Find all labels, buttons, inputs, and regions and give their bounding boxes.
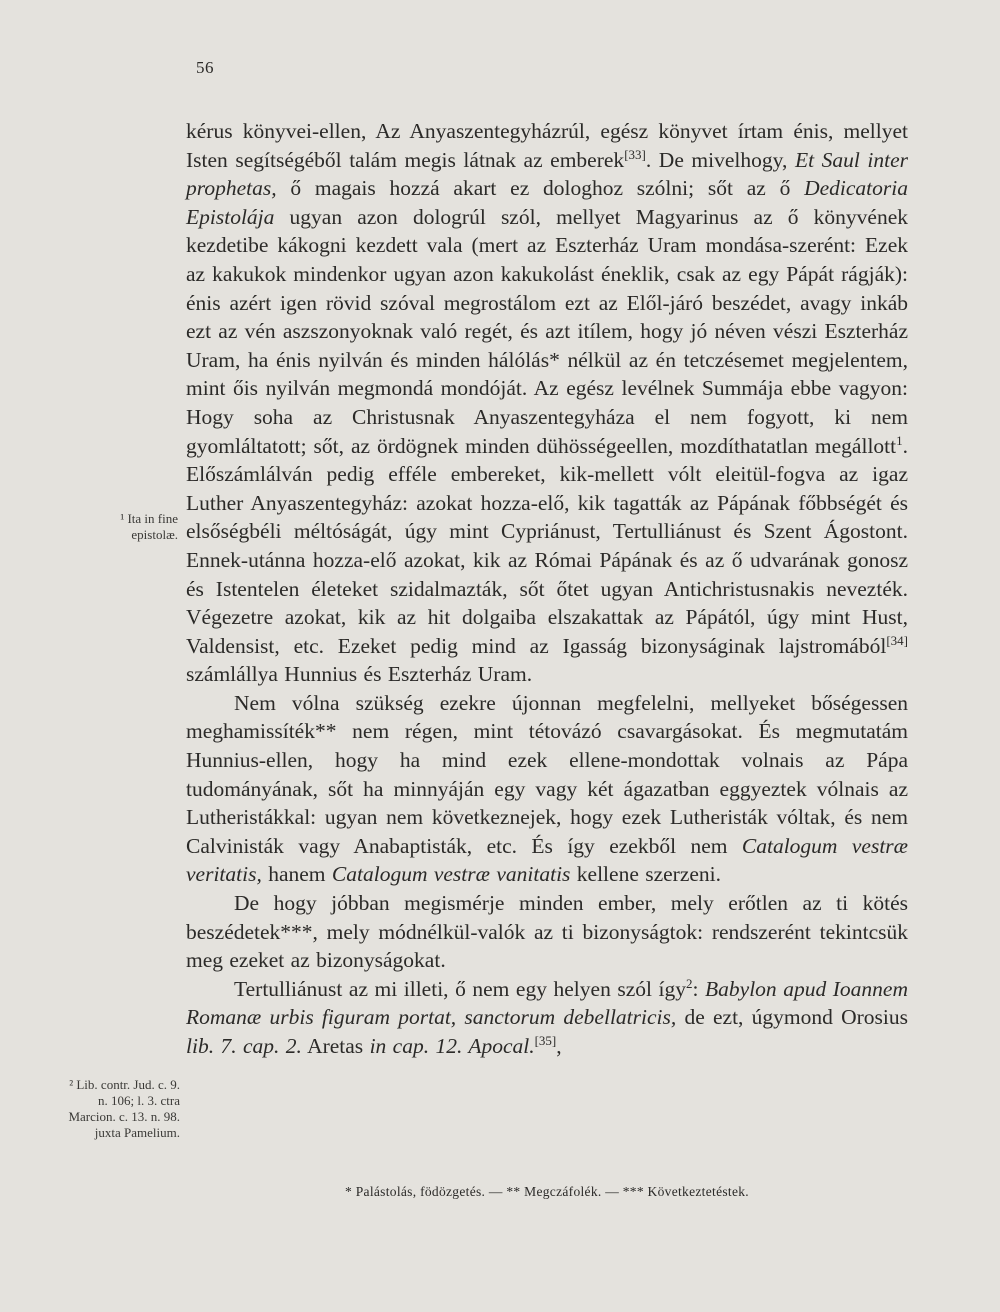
reference-mark: [33] (624, 146, 646, 162)
margin-note-2: ² Lib. contr. Jud. c. 9. n. 106; l. 3. ctra Marcion. c. 13. n. 98. juxta Pamelium. (68, 1077, 180, 1140)
text-run: Tertulliánust az mi illeti, ő nem egy helyen szól így (234, 976, 687, 1001)
italic-run: Babylon apud Ioannem Romanæ urbis figuram portat, sanctorum debellatricis, (186, 976, 908, 1030)
paragraph (186, 975, 908, 1061)
italic-run: Catalogum vestræ veritatis, (186, 833, 908, 887)
text-run: De hogy jóbban megismérje minden ember, mely erőtlen az ti kötés beszédetek***, mely módnélkül-valók az ti bizonyságtok: rendszerént tekintcsük meg ezeket az bizonyságokat. (186, 891, 908, 973)
text-run: . Előszámlálván pedig efféle embereket, kik-mellett vólt eleitül-fogva az igaz Luther Anyaszentegyház: azokat hozza-elő, kik tagatták az Pápának főbbségét és elsőségbéli méltóságát, úgy mint Cypriánust, Tertulliánust és Szent Ágostont. Ennek-utánna hozza-elő azokat, kik az Római Pápának és az ő udvarának gonosz és Istentelen életeket szidalmazták, sőt őtet ugyan Antichristusnakis nevezték. Végezetre azokat, kik az hit dolgaiba elszakattak az Pápától, úgy mint Hust, Valdensist, etc. Ezeket pedig mind az Igasság bizonyságinak lajstromából (186, 433, 908, 658)
text-run: kérus könyvei-ellen, Az Anyaszentegyházrúl, egész könyvet írtam énis, mellyet Isten segítségéből talám megis látnak az emberek (186, 119, 908, 172)
reference-mark: [35] (534, 1032, 557, 1048)
italic-run: Dedicatoria Epistolája (186, 176, 908, 229)
reference-mark: 2 (686, 975, 693, 991)
page-number: 56 (196, 58, 214, 77)
italic-run: Et Saul inter prophetas, (186, 147, 908, 201)
reference-mark: 1 (896, 432, 903, 448)
text-run: ugyan azon dologrúl szól, mellyet Magyarinus az ő könyvének kezdetibe kákogni kezdett vala (mert az Eszterház Uram mondása-szerént: Ezek az kakukok mindenkor ugyan azon kakukolást éneklik, csak az egy Pápát rágják): énis azért igen rövid szóval megrostálom ezt az Elől-járó beszédet, avagy inkáb ezt az vén aszszonyoknak való regét, és azt itílem, hogy jó néven vészi Eszterház Uram, ha énis nyilván és minden hálólás* nélkül az én tetczésemet megjelentem, mint őis nyilván megmondá mondóját. Az egész levélnek Summája ebbe vagyon: Hogy soha az Christusnak Anyaszentegyháza el nem fogyott, ki nem gyomláltatott; sőt, az ördögnek minden dühösségeellen, mozdíthatatlan megállott (186, 204, 908, 458)
paragraph (186, 689, 908, 889)
margin-note-1: ¹ Ita in fine epistolæ. (120, 511, 178, 542)
text-run: ő magais hozzá akart ez dologhoz szólni; sőt az ő (276, 176, 805, 201)
text-run: Nem vólna szükség ezekre újonnan megfelelni, mellyeket bőségessen meghamissíték** nem régen, mint tétovázó csavargásokat. És megmutatám Hunnius-ellen, hogy ha mind ezek ellene-mondottak volnais az Pápa tudományának, sőt ha minnyáján egy vagy két ágazatban eggyeztek vólnais az Lutheristákkal: ugyan nem következnejek, hogy ezek Lutheristák vóltak, és nem Calvinisták vagy Anabaptisták, etc. És így ezekből nem (186, 690, 908, 858)
text-run: kellene szerzeni. (570, 862, 722, 887)
text-run: . De mivelhogy, (645, 147, 795, 172)
paragraph (186, 889, 908, 975)
text-run: hanem (261, 862, 332, 887)
text-run: , (556, 1034, 562, 1058)
paragraph (186, 117, 908, 689)
text-run: számlállya Hunnius és Eszterház Uram. (186, 662, 533, 687)
italic-run: in cap. 12. Apocal. (369, 1034, 535, 1058)
text-run: Aretas (301, 1034, 370, 1058)
text-run: : (692, 976, 706, 1001)
italic-run: lib. 7. cap. 2. (186, 1034, 302, 1058)
footnote: * Palástolás, födözgetés. — ** Megczáfolék. — *** Következtetéstek. (345, 1184, 749, 1199)
body-text (186, 117, 908, 1061)
italic-run: Catalogum vestræ vanitatis (331, 862, 571, 887)
reference-mark: [34] (886, 632, 908, 648)
text-run: de ezt, úgymond Orosius (676, 1005, 908, 1030)
